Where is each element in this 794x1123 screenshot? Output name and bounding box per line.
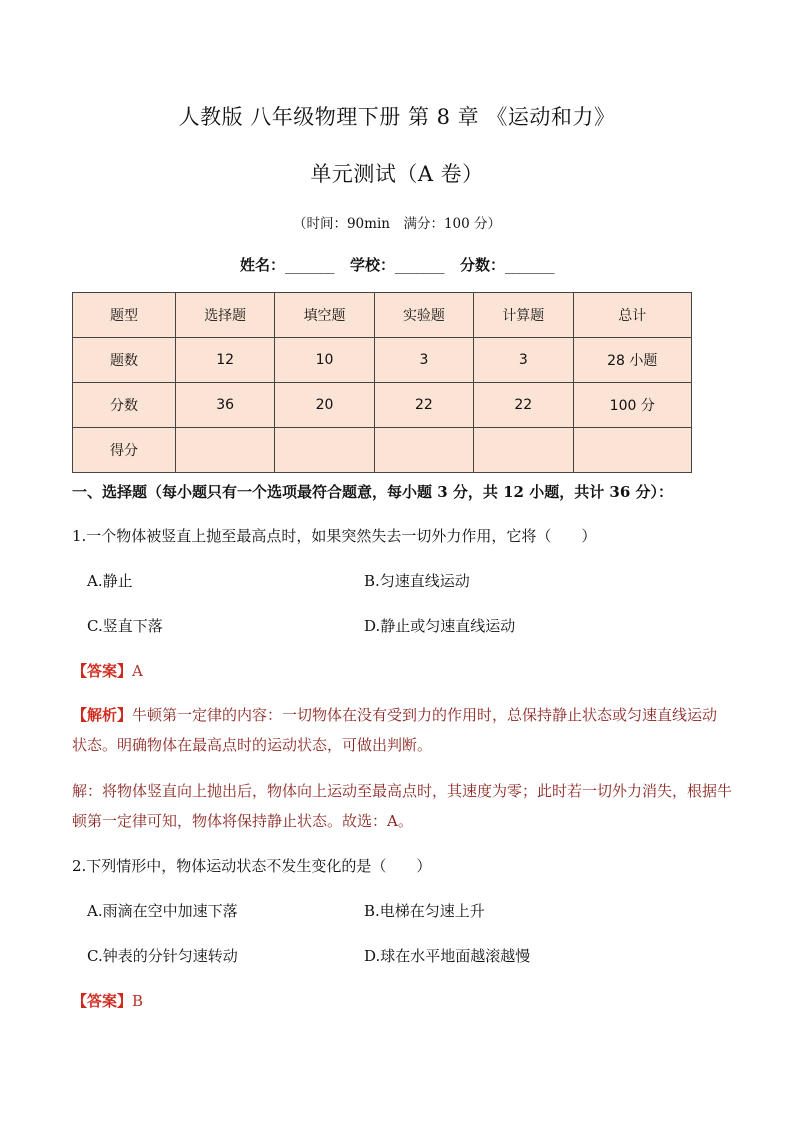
table-cell: 12 <box>176 338 275 383</box>
score-blank: _______ <box>505 256 555 274</box>
table-row <box>73 428 692 473</box>
table-cell: 20 <box>275 383 374 428</box>
table-cell: 3 <box>374 338 473 383</box>
table-row <box>73 293 692 338</box>
score-label: 分数： <box>460 256 506 274</box>
score-input-cell <box>176 428 275 473</box>
question-2-option-d: D.球在水平地面越滚越慢 <box>364 947 531 965</box>
question-1-solution: 解：将物体竖直向上抛出后，物体向上运动至最高点时，其速度为零；此时若一切外力消失，根据牛顿第一定律可知，物体将保持静止状态。故选：A。 <box>72 782 733 830</box>
question-2-stem: 2.下列情形中，物体运动状态不发生变化的是（ ） <box>72 857 432 875</box>
table-cell: 填空题 <box>275 293 374 338</box>
table-cell: 3 <box>474 338 573 383</box>
score-table <box>72 292 692 473</box>
name-label: 姓名： <box>239 256 285 274</box>
table-cell: 题数 <box>73 338 176 383</box>
page-title: 人教版 八年级物理下册 第 8 章 《运动和力》 <box>178 105 616 129</box>
table-row <box>73 338 692 383</box>
question-1-stem: 1.一个物体被竖直上抛至最高点时，如果突然失去一切外力作用，它将（ ） <box>72 527 597 545</box>
question-2-answer <box>72 990 143 1011</box>
time-score-info: （时间：90min 满分：100 分） <box>292 216 502 232</box>
section-heading: 一、选择题（每小题只有一个选项最符合题意，每小题 3 分，共 12 小题，共计 36 分）： <box>72 483 674 501</box>
question-1-option-d: D.静止或匀速直线运动 <box>364 617 516 635</box>
table-cell: 22 <box>474 383 573 428</box>
table-cell: 总计 <box>573 293 692 338</box>
question-1-option-b: B.匀速直线运动 <box>364 572 470 590</box>
table-cell: 10 <box>275 338 374 383</box>
school-label: 学校： <box>349 256 395 274</box>
score-input-cell <box>474 428 573 473</box>
analysis-tag: 【解析】 <box>72 706 133 724</box>
question-1-option-c: C.竖直下落 <box>87 617 163 635</box>
analysis-text: 牛顿第一定律的内容：一切物体在没有受到力的作用时，总保持静止状态或匀速直线运动状态。明确物体在最高点时的运动状态，可做出判断。 <box>72 706 718 754</box>
answer-value: B <box>132 992 144 1010</box>
table-cell: 计算题 <box>474 293 573 338</box>
table-cell: 选择题 <box>176 293 275 338</box>
table-cell: 36 <box>176 383 275 428</box>
student-info-row <box>0 254 794 275</box>
school-field <box>350 254 444 275</box>
question-2-option-a: A.雨滴在空中加速下落 <box>87 902 238 920</box>
question-1-option-a: A.静止 <box>87 572 133 590</box>
answer-tag: 【答案】 <box>72 662 133 680</box>
table-cell: 得分 <box>73 428 176 473</box>
answer-tag: 【答案】 <box>72 992 133 1010</box>
question-2-option-c: C.钟表的分针匀速转动 <box>87 947 238 965</box>
table-cell: 100 分 <box>573 383 692 428</box>
table-cell: 28 小题 <box>573 338 692 383</box>
score-input-cell <box>275 428 374 473</box>
table-row <box>73 383 692 428</box>
score-input-cell <box>573 428 692 473</box>
question-1-answer <box>72 660 143 681</box>
score-input-cell <box>374 428 473 473</box>
table-cell: 22 <box>374 383 473 428</box>
table-cell: 实验题 <box>374 293 473 338</box>
school-blank: _______ <box>395 256 444 274</box>
name-blank: _______ <box>284 256 334 274</box>
question-2-option-b: B.电梯在匀速上升 <box>364 902 485 920</box>
score-field <box>460 254 554 275</box>
page-subtitle: 单元测试（A 卷） <box>310 162 484 186</box>
name-field <box>240 254 334 275</box>
question-1-analysis <box>72 700 732 760</box>
table-cell: 分数 <box>73 383 176 428</box>
table-cell: 题型 <box>73 293 176 338</box>
answer-value: A <box>132 662 143 680</box>
